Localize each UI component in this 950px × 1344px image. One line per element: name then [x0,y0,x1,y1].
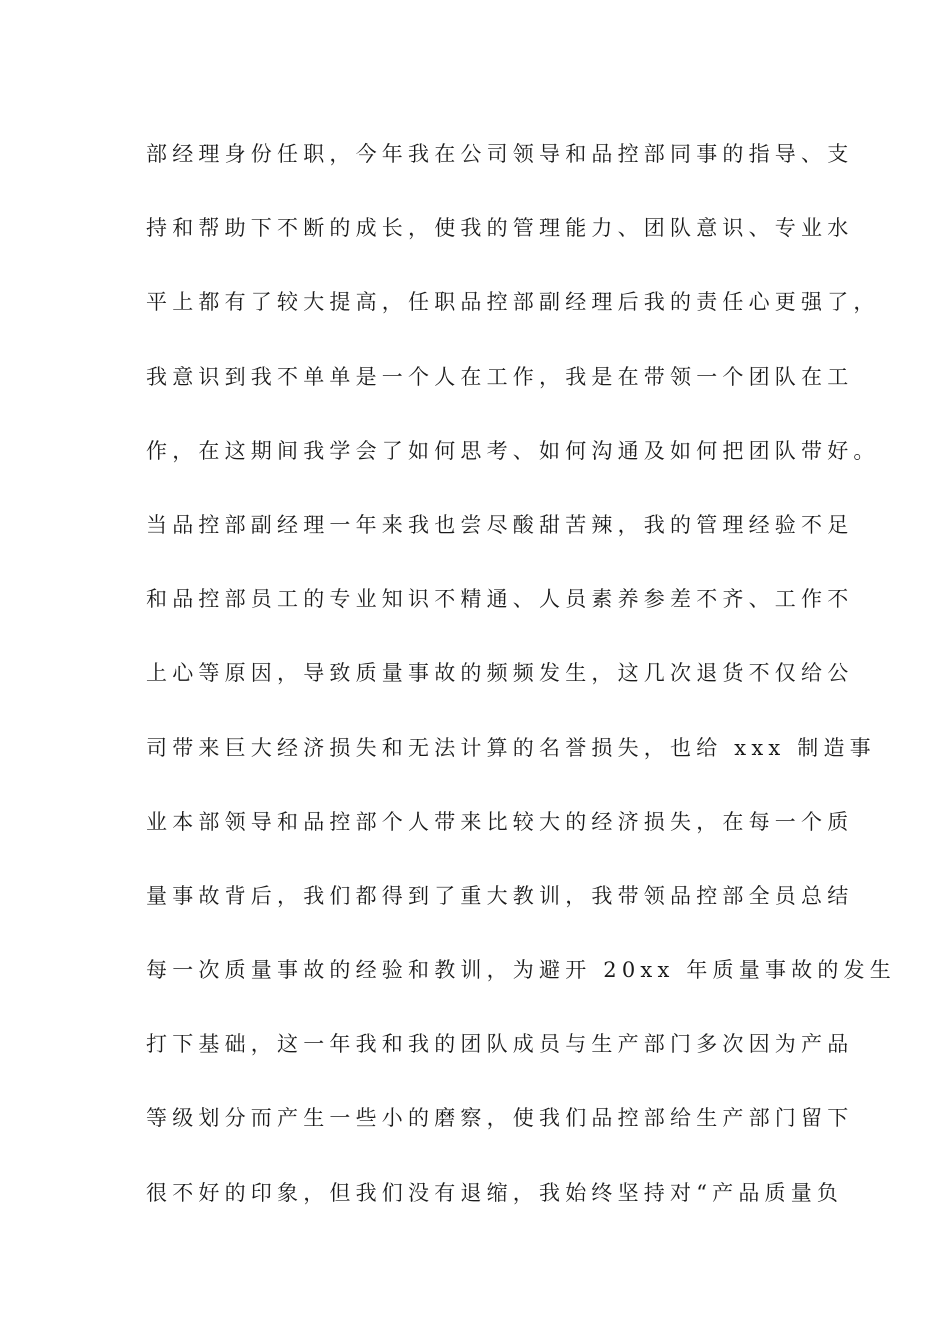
text-line: 每一次质量事故的经验和教训，为避开 20xx 年质量事故的发生 [146,958,896,983]
text-line: 业本部领导和品控部个人带来比较大的经济损失，在每一个质 [146,809,854,834]
text-line: 等级划分而产生一些小的磨察，使我们品控部给生产部门留下 [146,1106,854,1131]
text-line: 我意识到我不单单是一个人在工作，我是在带领一个团队在工 [146,364,854,389]
text-line: 和品控部员工的专业知识不精通、人员素养参差不齐、工作不 [146,587,854,612]
text-line: 持和帮助下不断的成长，使我的管理能力、团队意识、专业水 [146,216,854,241]
body-text [146,129,896,1242]
text-line: 量事故背后，我们都得到了重大教训，我带领品控部全员总结 [146,883,854,908]
text-line: 很不好的印象，但我们没有退缩，我始终坚持对“产品质量负 [146,1180,844,1205]
text-line: 平上都有了较大提高，任职品控部副经理后我的责任心更强了， [146,290,880,315]
text-line: 部经理身份任职，今年我在公司领导和品控部同事的指导、支 [146,142,854,166]
text-line: 作，在这期间我学会了如何思考、如何沟通及如何把团队带好。 [146,438,880,463]
text-line: 打下基础，这一年我和我的团队成员与生产部门多次因为产品 [146,1032,854,1057]
text-line: 上心等原因，导致质量事故的频频发生，这几次退货不仅给公 [146,661,854,686]
text-line: 当品控部副经理一年来我也尝尽酸甜苦辣，我的管理经验不足 [146,512,854,537]
text-line: 司带来巨大经济损失和无法计算的名誉损失，也给 xxx 制造事 [146,735,876,760]
